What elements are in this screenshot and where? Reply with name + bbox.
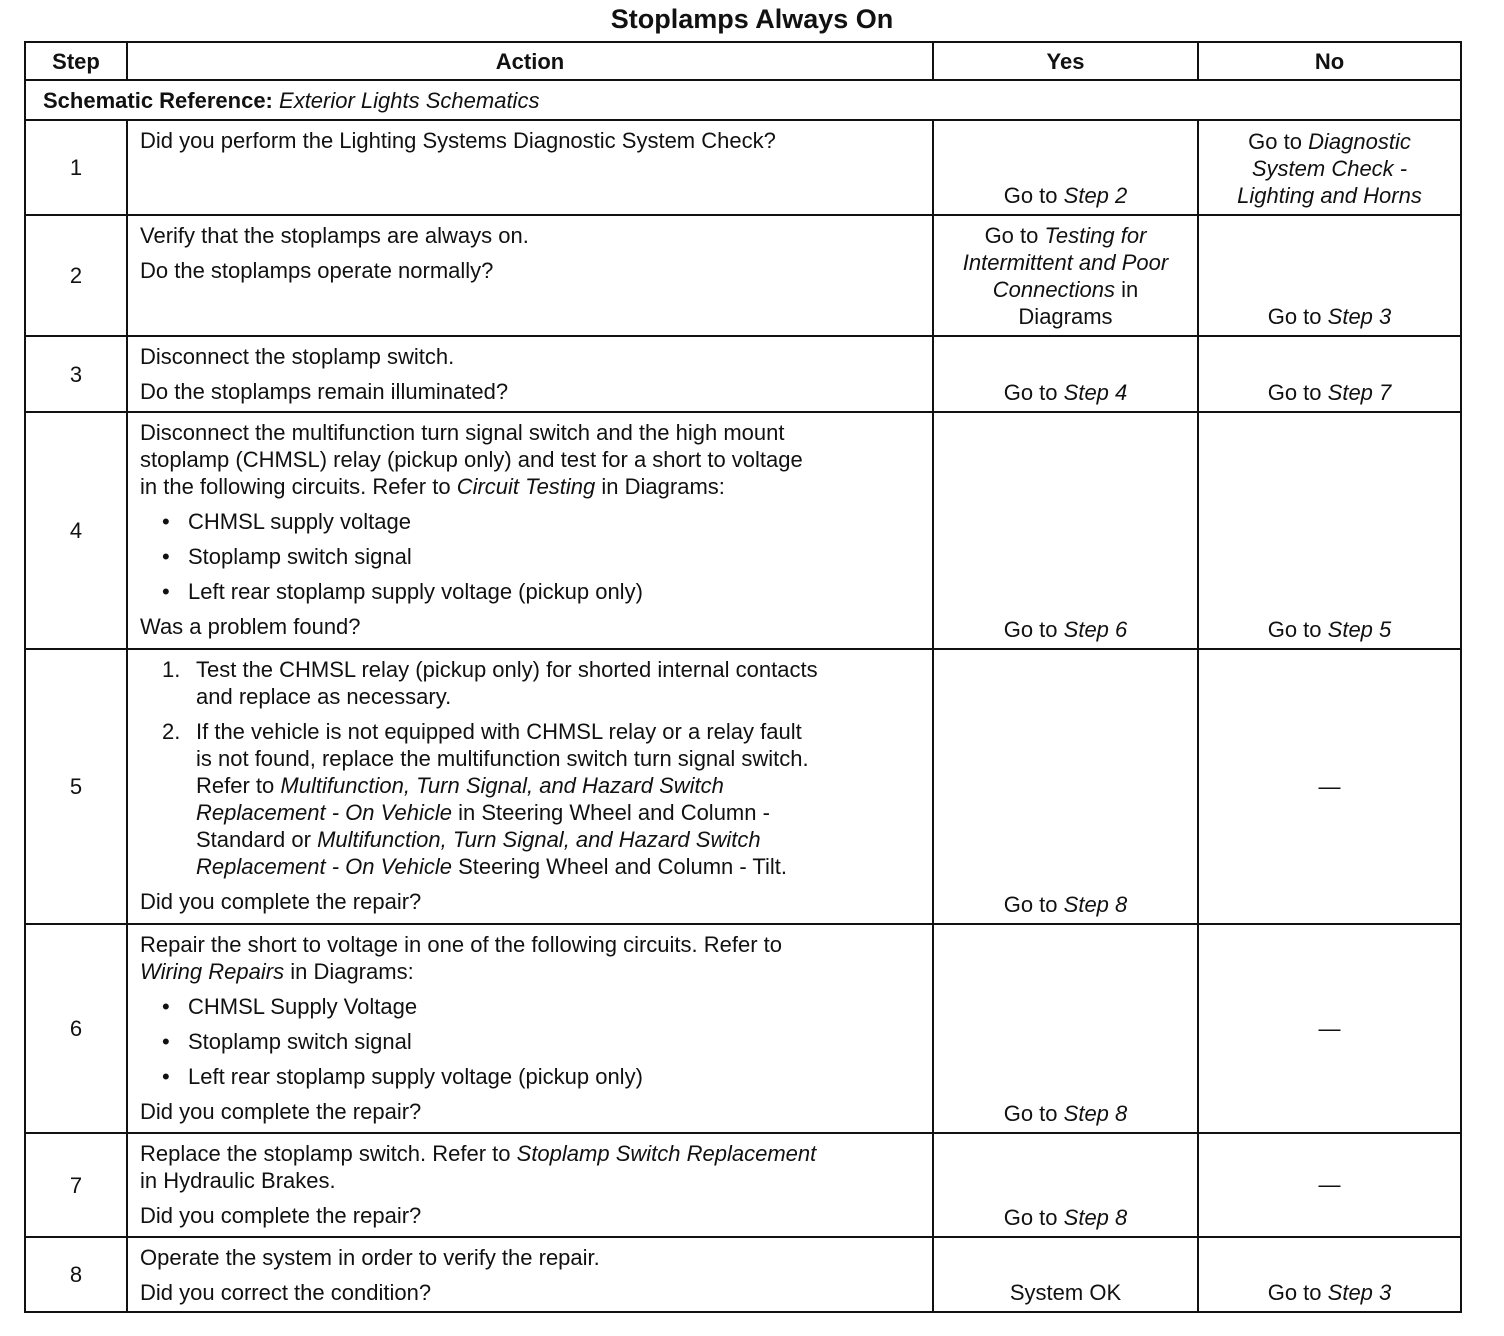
in-text: in <box>1121 277 1139 302</box>
reference-link[interactable]: Replacement - On Vehicle <box>196 800 452 825</box>
action-cell <box>127 120 933 215</box>
yes-cell <box>933 924 1198 1133</box>
empty-dash: — <box>1318 773 1341 799</box>
list-item <box>140 508 922 535</box>
yes-cell <box>933 336 1198 412</box>
step-number: 7 <box>25 1133 127 1237</box>
empty-dash: — <box>1318 1015 1341 1041</box>
step-link[interactable]: Step 8 <box>1063 1205 1128 1230</box>
action-question: Was a problem found? <box>140 614 361 639</box>
action-text: in the following circuits. Refer to <box>140 474 451 499</box>
reference-link[interactable]: Circuit Testing <box>456 474 596 499</box>
no-cell <box>1198 1237 1461 1312</box>
no-cell <box>1198 215 1461 336</box>
action-cell <box>127 1237 933 1312</box>
table-row <box>25 120 1461 215</box>
bullet-icon: • <box>162 544 170 569</box>
circuit-name: Stoplamp switch signal <box>188 544 412 569</box>
schematic-row <box>25 80 1461 120</box>
circuit-name: Stoplamp switch signal <box>188 1029 412 1054</box>
action-text: and replace as necessary. <box>196 684 452 709</box>
yes-cell <box>933 649 1198 924</box>
action-text: Standard or <box>196 827 311 852</box>
system-ok-text: System OK <box>1009 1280 1122 1305</box>
reference-link[interactable]: Stoplamp Switch Replacement <box>516 1141 817 1166</box>
action-text: Repair the short to voltage in one of the following circuits. Refer to <box>140 932 783 957</box>
action-cell <box>127 215 933 336</box>
circuit-name: CHMSL Supply Voltage <box>188 994 418 1019</box>
no-cell <box>1198 649 1461 924</box>
action-text: Disconnect the stoplamp switch. <box>140 344 455 369</box>
step-number: 4 <box>25 412 127 649</box>
step-number: 2 <box>25 215 127 336</box>
table-row <box>25 1237 1461 1312</box>
bullet-icon: • <box>162 994 170 1019</box>
action-text: Test the CHMSL relay (pickup only) for shorted internal contacts <box>196 657 818 682</box>
reference-link[interactable]: Diagnostic <box>1308 129 1411 154</box>
table-row <box>25 1133 1461 1237</box>
table-row <box>25 649 1461 924</box>
step-link[interactable]: Step 8 <box>1063 892 1128 917</box>
step-number: 8 <box>25 1237 127 1312</box>
yes-cell <box>933 1237 1198 1312</box>
document-title: Stoplamps Always On <box>610 4 894 34</box>
diagnostic-table <box>24 41 1462 1313</box>
step-link[interactable]: Step 5 <box>1327 617 1392 642</box>
action-question: Did you complete the repair? <box>140 1203 422 1228</box>
action-text: is not found, replace the multifunction switch turn signal switch. <box>196 746 809 771</box>
table-row <box>25 215 1461 336</box>
go-to-text: Go to <box>1003 380 1058 405</box>
go-to-text: Go to <box>1003 1205 1058 1230</box>
go-to-text: Go to <box>1003 183 1058 208</box>
item-number: 2. <box>162 719 181 744</box>
no-cell <box>1198 924 1461 1133</box>
diagrams-text: Diagrams <box>1018 304 1113 329</box>
reference-link[interactable]: Multifunction, Turn Signal, and Hazard Switch <box>317 827 761 852</box>
step-link[interactable]: Step 8 <box>1063 1101 1128 1126</box>
reference-link[interactable]: Lighting and Horns <box>1237 183 1422 208</box>
header-row <box>25 42 1461 80</box>
reference-link[interactable]: Intermittent and Poor <box>962 250 1169 275</box>
action-question: Did you perform the Lighting Systems Diagnostic System Check? <box>140 128 776 153</box>
action-text: in Diagrams: <box>601 474 725 499</box>
reference-link[interactable]: System Check - <box>1251 156 1408 181</box>
schematic-reference <box>25 80 1461 120</box>
step-link[interactable]: Step 3 <box>1327 304 1392 329</box>
no-cell <box>1198 120 1461 215</box>
go-to-text: Go to <box>1248 129 1302 154</box>
reference-link[interactable]: Multifunction, Turn Signal, and Hazard Switch <box>280 773 724 798</box>
step-link[interactable]: Step 3 <box>1327 1280 1392 1305</box>
header-action: Action <box>127 42 933 80</box>
bullet-icon: • <box>162 579 170 604</box>
go-to-text: Go to <box>1267 617 1322 642</box>
item-number: 1. <box>162 657 181 682</box>
action-cell <box>127 924 933 1133</box>
list-item <box>140 718 922 880</box>
action-text: in Hydraulic Brakes. <box>140 1168 336 1193</box>
go-to-text: Go to <box>984 223 1039 248</box>
circuit-name: Left rear stoplamp supply voltage (pickup only) <box>188 1064 643 1089</box>
action-text: Verify that the stoplamps are always on. <box>140 223 529 248</box>
action-text: in Diagrams: <box>290 959 414 984</box>
action-question: Did you complete the repair? <box>140 1099 422 1124</box>
no-cell <box>1198 412 1461 649</box>
bullet-icon: • <box>162 509 170 534</box>
action-text: in Steering Wheel and Column - <box>458 800 770 825</box>
table-row <box>25 412 1461 649</box>
action-question: Did you correct the condition? <box>140 1280 432 1305</box>
go-to-text: Go to <box>1003 617 1058 642</box>
action-text: Disconnect the multifunction turn signal switch and the high mount <box>140 420 785 445</box>
schematic-label: Schematic Reference: <box>43 87 273 113</box>
reference-link[interactable]: Testing for <box>1044 223 1147 248</box>
schematic-link[interactable]: Exterior Lights Schematics <box>279 87 540 113</box>
step-link[interactable]: Step 6 <box>1063 617 1128 642</box>
list-item <box>140 1028 922 1055</box>
table-row <box>25 336 1461 412</box>
empty-dash: — <box>1318 1172 1341 1197</box>
go-to-text: Go to <box>1003 892 1058 917</box>
list-item <box>140 1063 922 1090</box>
yes-cell <box>933 412 1198 649</box>
action-text: Steering Wheel and Column - Tilt. <box>458 854 788 879</box>
action-text: Refer to <box>196 773 275 798</box>
reference-link[interactable]: Wiring Repairs <box>140 959 285 984</box>
list-item <box>140 578 922 605</box>
step-number: 3 <box>25 336 127 412</box>
action-cell <box>127 412 933 649</box>
action-cell <box>127 336 933 412</box>
yes-cell <box>933 1133 1198 1237</box>
go-to-text: Go to <box>1267 380 1322 405</box>
reference-link[interactable]: Connections <box>992 277 1116 302</box>
list-item <box>140 993 922 1020</box>
action-cell <box>127 649 933 924</box>
step-link[interactable]: Step 7 <box>1327 380 1392 405</box>
header-no: No <box>1198 42 1461 80</box>
action-text: Replace the stoplamp switch. Refer to <box>140 1141 511 1166</box>
step-number: 5 <box>25 649 127 924</box>
step-number: 1 <box>25 120 127 215</box>
reference-link[interactable]: Replacement - On Vehicle <box>196 854 452 879</box>
bullet-icon: • <box>162 1064 170 1089</box>
list-item <box>140 543 922 570</box>
action-text: Operate the system in order to verify the repair. <box>140 1245 600 1270</box>
step-link[interactable]: Step 2 <box>1063 183 1128 208</box>
step-link[interactable]: Step 4 <box>1063 380 1128 405</box>
step-number: 6 <box>25 924 127 1133</box>
yes-cell <box>933 120 1198 215</box>
table-row <box>25 924 1461 1133</box>
action-question: Do the stoplamps operate normally? <box>140 258 494 283</box>
action-question: Do the stoplamps remain illuminated? <box>140 379 509 404</box>
go-to-text: Go to <box>1267 1280 1322 1305</box>
yes-cell <box>933 215 1198 336</box>
bullet-icon: • <box>162 1029 170 1054</box>
no-cell <box>1198 336 1461 412</box>
action-text: stoplamp (CHMSL) relay (pickup only) and test for a short to voltage <box>140 447 803 472</box>
circuit-name: Left rear stoplamp supply voltage (pickup only) <box>188 579 643 604</box>
header-yes: Yes <box>933 42 1198 80</box>
action-cell <box>127 1133 933 1237</box>
go-to-text: Go to <box>1267 304 1322 329</box>
header-step: Step <box>25 42 127 80</box>
action-text: If the vehicle is not equipped with CHMSL relay or a relay fault <box>196 719 802 744</box>
list-item <box>140 656 922 710</box>
no-cell <box>1198 1133 1461 1237</box>
go-to-text: Go to <box>1003 1101 1058 1126</box>
action-question: Did you complete the repair? <box>140 889 422 914</box>
circuit-name: CHMSL supply voltage <box>188 509 411 534</box>
